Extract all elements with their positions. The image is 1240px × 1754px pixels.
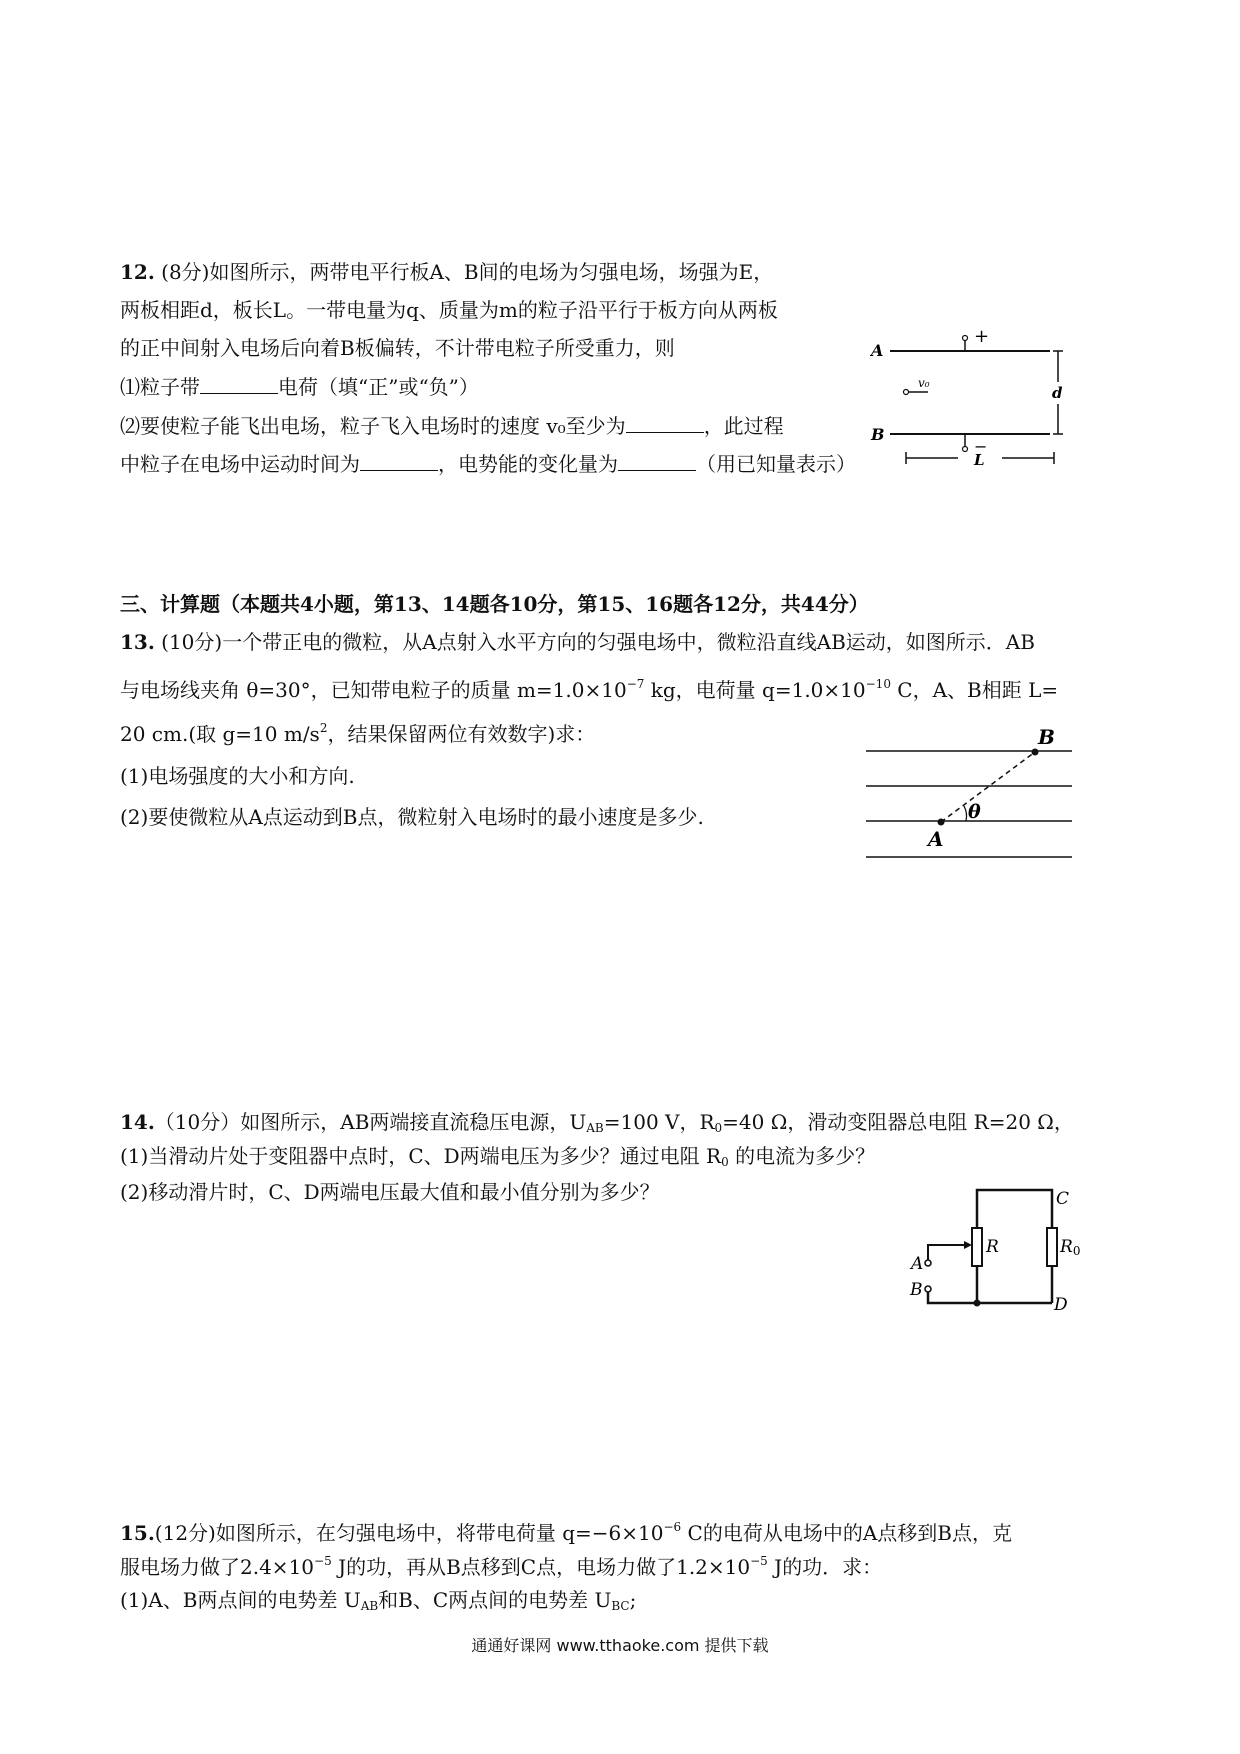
resistor-r0 [1047, 1228, 1057, 1266]
q13-g-exponent: 2 [319, 721, 328, 735]
q12-sub2b-prefix: 中粒子在电场中运动时间为 [120, 452, 360, 476]
circuit-diagram [890, 1180, 1090, 1330]
q14-uab-subscript: AB [586, 1121, 604, 1135]
q15-line2-a: 服电场力做了2.4×10 [120, 1555, 315, 1579]
q13-mass-exponent: −7 [626, 677, 645, 691]
parallel-plates-figure [870, 320, 1080, 470]
q14-sub1-a: (1)当滑动片处于变阻器中点时，C、D两端电压为多少？通过电阻 R [120, 1144, 722, 1168]
label-plus: + [974, 326, 990, 347]
q15-sub1-c: ; [629, 1588, 637, 1612]
q15-line2 [120, 1553, 882, 1581]
answer-blank-charge[interactable] [200, 375, 278, 394]
q13-line2-b: kg，电荷量 q=1.0×10 [644, 678, 866, 702]
q15-number: 15. [120, 1521, 155, 1545]
q12-sub2 [120, 412, 784, 440]
q13-number: 13. [120, 630, 155, 654]
label-point-b: B [1038, 725, 1055, 749]
q15-charge-exponent: −6 [663, 1520, 682, 1534]
point-a-dot [938, 819, 945, 826]
parallel-plates-diagram [870, 320, 1080, 470]
label-resistor-main: R [1060, 1237, 1073, 1257]
angle-arc [964, 806, 967, 821]
q13-line3-b: ，结果保留两位有效数字)求： [327, 722, 596, 746]
point-b-dot [1032, 749, 1039, 756]
label-resistor [1059, 1237, 1080, 1258]
q14-r0-subscript: 0 [714, 1121, 723, 1135]
q14-line1-c: =40 Ω，滑动变阻器总电阻 R=20 Ω， [722, 1110, 1074, 1134]
q14-sub1-subscript: 0 [721, 1155, 729, 1169]
label-terminal-b: B [910, 1280, 923, 1300]
q12-sub2-prefix: ⑵要使粒子能飞出电场，粒子飞入电场时的速度 v₀至少为 [120, 414, 626, 438]
page-footer: 通通好课网 www.tthaoke.com 提供下载 [471, 1636, 769, 1655]
q15-line1-b: C的电荷从电场中的A点移到B点，克 [681, 1521, 1012, 1545]
particle-icon [904, 390, 909, 395]
q13-line1 [120, 628, 1035, 656]
q14-line1-a: （10分）如图所示，AB两端接直流稳压电源，U [154, 1110, 587, 1134]
label-point-a: A [928, 827, 944, 851]
q14-sub1 [120, 1142, 875, 1170]
q15-sub1-a: (1)A、B两点间的电势差 U [120, 1588, 361, 1612]
label-length: L [974, 451, 985, 469]
q12-sub2b [120, 450, 856, 478]
q14-line1-b: =100 V，R [603, 1110, 715, 1134]
q15-uab-subscript: AB [360, 1599, 379, 1613]
wire-bottom [928, 1292, 1052, 1303]
q13-text-1: (10分)一个带正电的微粒，从A点射入水平方向的匀强电场中，微粒沿直线AB运动，如图所示．AB [161, 630, 1035, 654]
q13-charge-exponent: −10 [865, 677, 891, 691]
q12-sub2-suffix: ，此过程 [703, 414, 784, 438]
label-theta: θ [968, 801, 981, 823]
label-terminal-a: A [911, 1254, 924, 1274]
path-ab-dashed [941, 752, 1035, 822]
rheostat-r [972, 1228, 982, 1266]
slider-wire [928, 1245, 966, 1260]
q15-ubc-subscript: BC [611, 1599, 630, 1613]
wire-top [977, 1190, 1052, 1228]
label-plate-b: B [871, 425, 885, 444]
q13-line2-c: C，A、B相距 L= [890, 678, 1059, 702]
circuit-figure [890, 1180, 1090, 1330]
label-distance: d [1052, 384, 1063, 402]
q15-line2-b: J的功，再从B点移到C点，电场力做了1.2×10 [331, 1555, 751, 1579]
q13-sub1: (1)电场强度的大小和方向. [120, 764, 355, 788]
label-node-c: C [1056, 1189, 1070, 1209]
label-plate-a: A [871, 341, 884, 360]
q12-sub1-suffix: 电荷（填“正”或“负”） [278, 375, 479, 399]
q12-sub2b-mid: ，电势能的变化量为 [438, 452, 618, 476]
q13-line3 [120, 720, 595, 748]
q14-sub1-b: 的电流为多少？ [728, 1144, 876, 1168]
q12-sub2b-suffix: （用已知量表示） [696, 452, 856, 476]
terminal-a[interactable] [925, 1260, 931, 1266]
q12-line3: 的正中间射入电场后向着B板偏转，不计带电粒子所受重力，则 [120, 336, 675, 360]
field-lines-diagram [860, 720, 1090, 870]
label-velocity: v₀ [918, 376, 930, 390]
label-node-d: D [1054, 1295, 1068, 1315]
label-rheostat: R [986, 1237, 999, 1257]
q15-line1 [120, 1519, 1012, 1547]
q15-work1-exponent: −5 [314, 1554, 332, 1568]
q15-work2-exponent: −5 [750, 1554, 768, 1568]
q12-line2: 两板相距d，板长L。一带电量为q、质量为m的粒子沿平行于板方向从两板 [120, 298, 778, 322]
q13-line3-a: 20 cm.(取 g=10 m/s [120, 722, 320, 746]
q13-sub2: (2)要使微粒从A点运动到B点，微粒射入电场时的最小速度是多少. [120, 805, 704, 829]
q12-line1 [120, 258, 773, 286]
answer-blank-time[interactable] [360, 452, 438, 471]
label-minus: − [974, 437, 988, 456]
field-lines-figure [860, 720, 1090, 870]
q13-line2-a: 与电场线夹角 θ=30°，已知带电粒子的质量 m=1.0×10 [120, 678, 627, 702]
label-resistor-sub: 0 [1072, 1244, 1081, 1258]
q15-line1-a: (12分)如图所示，在匀强电场中，将带电荷量 q=−6×10 [154, 1521, 664, 1545]
answer-blank-energy[interactable] [618, 452, 696, 471]
slider-arrow-icon [964, 1241, 972, 1249]
answer-blank-velocity[interactable] [626, 414, 704, 433]
q12-text-1: (8分)如图所示，两带电平行板A、B间的电场为匀强电场，场强为E， [161, 260, 774, 284]
plate-b-terminal-dot [963, 447, 968, 452]
q15-sub1 [120, 1586, 636, 1614]
q15-line2-c: J的功．求： [767, 1555, 883, 1579]
q12-sub1 [120, 373, 479, 401]
terminal-b[interactable] [925, 1286, 931, 1292]
q14-number: 14. [120, 1110, 155, 1134]
q15-sub1-b: 和B、C两点间的电势差 U [378, 1588, 612, 1612]
plate-a-terminal-dot [963, 336, 968, 341]
section3-heading: 三、计算题（本题共4小题，第13、14题各10分，第15、16题各12分，共44分） [120, 592, 869, 616]
q12-number: 12. [120, 260, 155, 284]
q14-sub2: (2)移动滑片时，C、D两端电压最大值和最小值分别为多少？ [120, 1180, 660, 1204]
q14-line1 [120, 1108, 1074, 1136]
q13-line2 [120, 676, 1058, 704]
q12-sub1-prefix: ⑴粒子带 [120, 375, 200, 399]
junction-dot [974, 1300, 981, 1307]
